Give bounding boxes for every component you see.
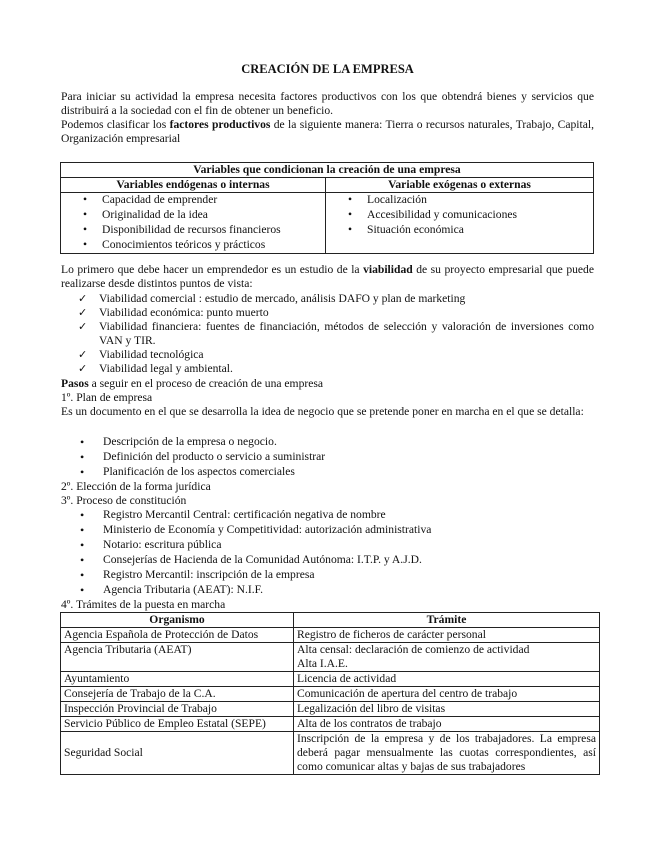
tramites-row xyxy=(61,628,600,643)
internal-variable-item: • Disponibilidad de recursos financieros xyxy=(64,223,322,238)
organismo-cell: Consejería de Trabajo de la C.A. xyxy=(61,687,294,702)
external-variable-item: • Accesibilidad y comunicaciones xyxy=(329,208,590,223)
tramite-text: Comunicación de apertura del centro de trabajo xyxy=(297,687,518,700)
external-variables-list xyxy=(329,193,590,238)
viability-item: ✓ Viabilidad tecnológica xyxy=(61,348,594,362)
tramite-cell xyxy=(294,672,600,687)
external-variable-item: • Situación económica xyxy=(329,223,590,238)
organismo-cell: Ayuntamiento xyxy=(61,672,294,687)
tramite-text: Legalización del libro de visitas xyxy=(297,702,446,715)
viability-intro-post: de su proyecto empresarial que puede realizarse desde distintos puntos de vista: xyxy=(61,263,594,290)
viability-item: ✓ Viabilidad comercial : estudio de mercado, análisis DAFO y plan de marketing xyxy=(61,292,594,306)
step-4-heading: 4º. Trámites de la puesta en marcha xyxy=(61,598,226,611)
variables-table-header: Variables que condicionan la creación de una empresa xyxy=(61,163,594,178)
viability-item: ✓ Viabilidad financiera: fuentes de financiación, métodos de selección y valoración de inversiones como VAN y TIR. xyxy=(61,320,594,348)
organismo-cell: Servicio Público de Empleo Estatal (SEPE) xyxy=(61,717,294,732)
tramite-text: Alta censal: declaración de comienzo de actividad xyxy=(297,643,530,656)
tramites-table xyxy=(60,612,600,775)
variables-col-external: Variable exógenas o externas xyxy=(326,178,594,193)
tramite-cell xyxy=(294,717,600,732)
constitution-step-item: • Notario: escritura pública xyxy=(61,538,594,553)
intro-paragraph xyxy=(61,90,594,146)
intro-text-2-bold: factores productivos xyxy=(169,118,271,131)
internal-variable-item: • Capacidad de emprender xyxy=(64,193,322,208)
viability-item: ✓ Viabilidad económica: punto muerto xyxy=(61,306,594,320)
steps-heading-rest: a seguir en el proceso de creación de una empresa xyxy=(88,377,324,390)
step-3-heading: 3º. Proceso de constitución xyxy=(61,494,187,507)
step-2-heading: 2º. Elección de la forma jurídica xyxy=(61,480,211,493)
tramites-row xyxy=(61,702,600,717)
tramites-col-organismo: Organismo xyxy=(61,613,294,628)
tramite-cell xyxy=(294,643,600,672)
tramites-row xyxy=(61,687,600,702)
tramites-row xyxy=(61,717,600,732)
tramite-text: Alta de los contratos de trabajo xyxy=(297,717,442,730)
intro-text-2-pre: Podemos clasificar los xyxy=(61,118,170,131)
step-1-list xyxy=(61,435,594,480)
viability-intro-bold: viabilidad xyxy=(363,263,413,276)
tramite-text: Licencia de actividad xyxy=(297,672,397,685)
plan-detail-item: • Descripción de la empresa o negocio. xyxy=(61,435,594,450)
tramite-text: Inscripción de la empresa y de los trabajadores. La empresa deberá pagar mensualmente las cuotas correspondientes, así como comunicar altas y bajas de sus trabajadores xyxy=(297,732,596,773)
plan-detail-item: • Planificación de los aspectos comerciales xyxy=(61,465,594,480)
tramites-row xyxy=(61,643,600,672)
step-3-list xyxy=(61,508,594,598)
variables-table xyxy=(60,162,594,254)
organismo-cell: Inspección Provincial de Trabajo xyxy=(61,702,294,717)
organismo-cell: Seguridad Social xyxy=(61,732,294,775)
constitution-step-item: • Ministerio de Economía y Competitividad: autorización administrativa xyxy=(61,523,594,538)
variables-col-internal: Variables endógenas o internas xyxy=(61,178,326,193)
step-1-description: Es un documento en el que se desarrolla la idea de negocio que se pretende poner en marcha en el que se detalla: xyxy=(61,405,584,418)
internal-variable-item: • Originalidad de la idea xyxy=(64,208,322,223)
tramite-cell xyxy=(294,687,600,702)
constitution-step-item: • Registro Mercantil Central: certificación negativa de nombre xyxy=(61,508,594,523)
organismo-cell: Agencia Tributaria (AEAT) xyxy=(61,643,294,672)
tramite-text: Registro de ficheros de carácter personal xyxy=(297,628,486,641)
internal-variables-cell xyxy=(61,193,326,254)
tramite-cell xyxy=(294,628,600,643)
viability-intro-pre: Lo primero que debe hacer un emprendedor es un estudio de la xyxy=(61,263,364,276)
document-title: CREACIÓN DE LA EMPRESA xyxy=(241,62,414,76)
organismo-cell: Agencia Española de Protección de Datos xyxy=(61,628,294,643)
internal-variables-list xyxy=(64,193,322,253)
tramite-text: Alta I.A.E. xyxy=(297,657,348,670)
step-1-heading: 1º. Plan de empresa xyxy=(61,391,153,404)
viability-intro xyxy=(61,263,594,291)
plan-detail-item: • Definición del producto o servicio a suministrar xyxy=(61,450,594,465)
internal-variable-item: • Conocimientos teóricos y prácticos xyxy=(64,238,322,253)
intro-text-2-post: de la siguiente manera: Tierra o recursos naturales, Trabajo, Capital, Organización empresarial xyxy=(61,118,594,145)
constitution-step-item: • Consejerías de Hacienda de la Comunidad Autónoma: I.T.P. y A.J.D. xyxy=(61,553,594,568)
constitution-step-item: • Registro Mercantil: inscripción de la empresa xyxy=(61,568,594,583)
viability-list xyxy=(61,292,594,376)
tramites-row xyxy=(61,732,600,775)
tramites-col-tramite: Trámite xyxy=(294,613,600,628)
steps-heading xyxy=(61,377,323,391)
constitution-step-item: • Agencia Tributaria (AEAT): N.I.F. xyxy=(61,583,594,598)
tramite-cell xyxy=(294,732,600,775)
viability-item: ✓ Viabilidad legal y ambiental. xyxy=(61,362,594,376)
tramites-row xyxy=(61,672,600,687)
external-variable-item: • Localización xyxy=(329,193,590,208)
intro-text-1: Para iniciar su actividad la empresa necesita factores productivos con los que obtendrá bienes y servicios que distribuirá a la sociedad con el fin de obtener un beneficio. xyxy=(61,90,594,117)
tramite-cell xyxy=(294,702,600,717)
steps-heading-bold: Pasos xyxy=(61,377,89,390)
external-variables-cell xyxy=(326,193,594,254)
